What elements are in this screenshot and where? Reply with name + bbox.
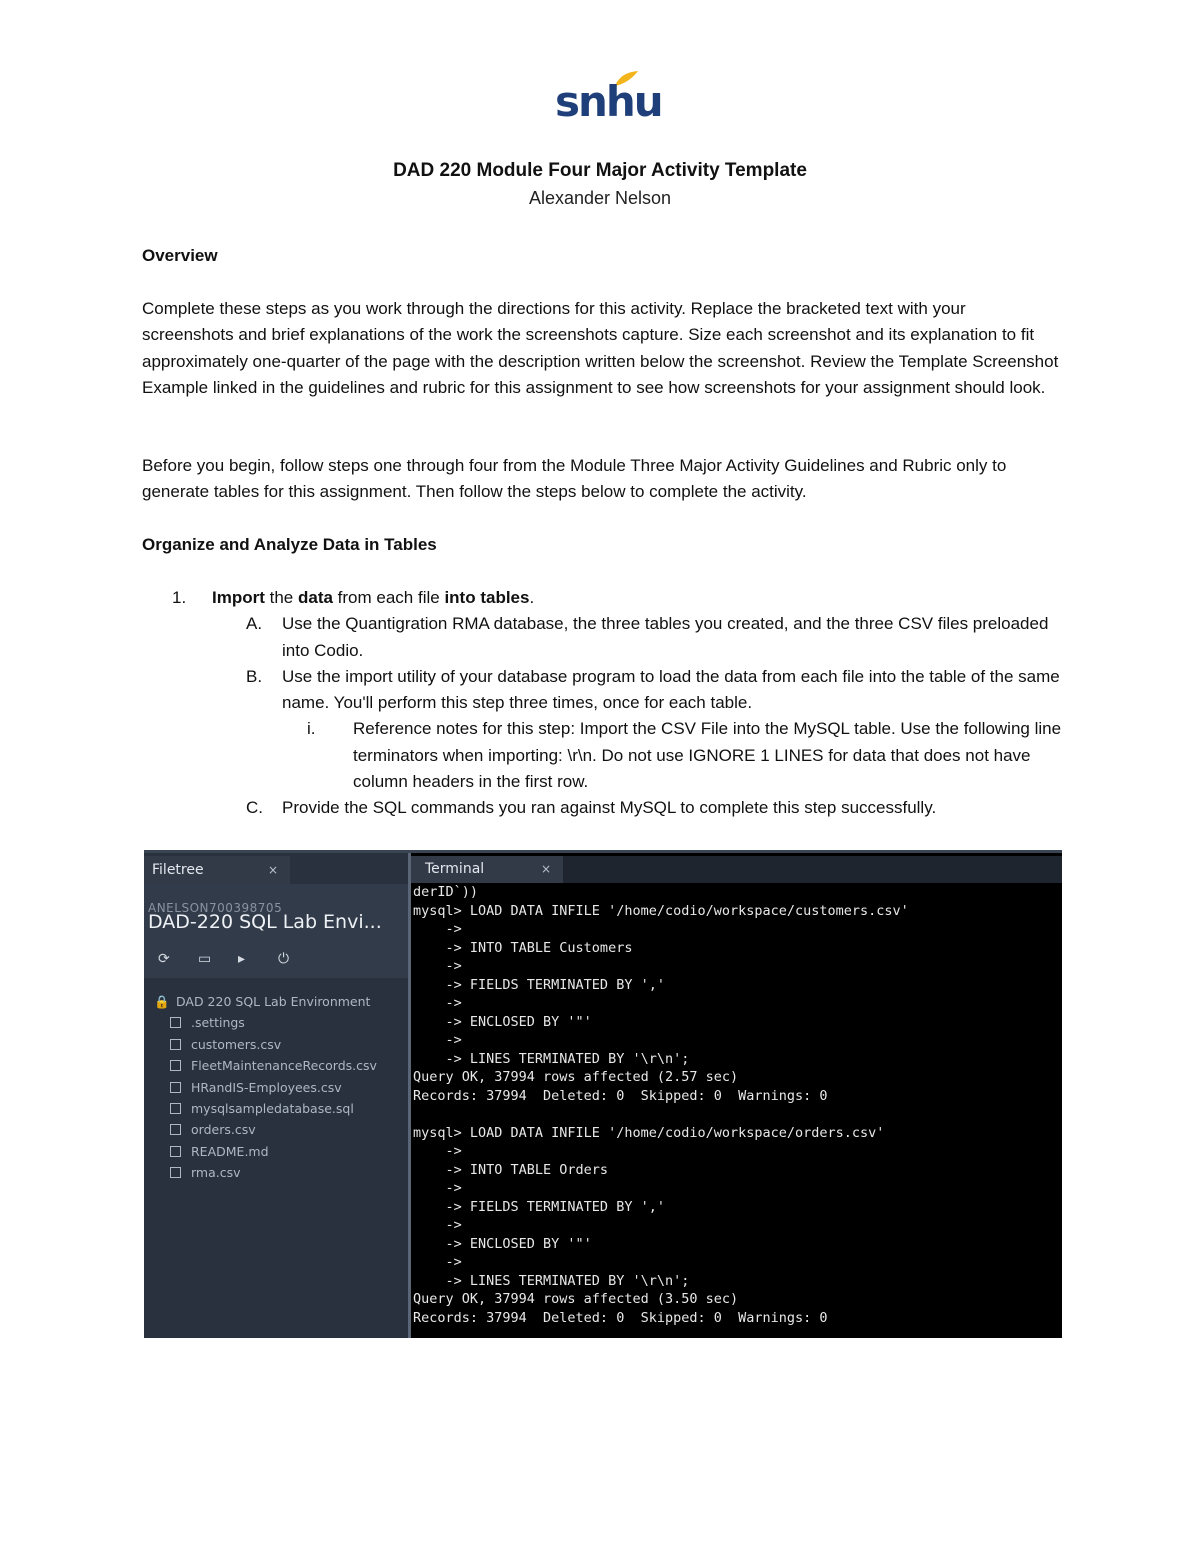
- substep-b-i-marker: i.: [307, 719, 316, 739]
- play-icon[interactable]: ▸: [238, 951, 246, 967]
- file-icon: [170, 1124, 181, 1135]
- file-item[interactable]: [154, 1055, 377, 1076]
- terminal-line: -> INTO TABLE Orders: [413, 1161, 609, 1178]
- step-1-text-b: from each file: [332, 588, 445, 607]
- terminal-tab-label: Terminal: [425, 861, 485, 877]
- terminal-line: mysql> LOAD DATA INFILE '/home/codio/workspace/orders.csv': [413, 1124, 885, 1141]
- terminal-icon[interactable]: ▭: [198, 951, 212, 967]
- substep-a-marker: A.: [246, 614, 263, 634]
- overview-paragraph-2: Before you begin, follow steps one through four from the Module Three Major Activity Guidelines and Rubric only to generate tables for this assignment. Then follow the steps below to complete the activity.: [142, 456, 1007, 502]
- user-id: ANELSON700398705: [148, 901, 283, 915]
- lock-icon: 🔒: [154, 994, 170, 1009]
- terminal-line: ->: [413, 1032, 462, 1048]
- file-name: FleetMaintenanceRecords.csv: [191, 1058, 377, 1074]
- terminal-tab-bar: [411, 856, 1062, 883]
- substep-b: [142, 664, 1062, 717]
- snhu-logo: [555, 68, 662, 128]
- substep-b-i: [142, 716, 1062, 795]
- file-icon: [170, 1060, 181, 1071]
- step-list: [142, 585, 1062, 822]
- file-item[interactable]: [154, 1098, 377, 1119]
- file-name: orders.csv: [191, 1122, 256, 1138]
- codio-screenshot: [144, 850, 1062, 1338]
- document-title: DAD 220 Module Four Major Activity Template: [393, 160, 807, 181]
- file-icon: [170, 1103, 181, 1114]
- tree-root-label: DAD 220 SQL Lab Environment: [176, 994, 371, 1009]
- substep-b-marker: B.: [246, 666, 263, 686]
- step-1-text-c: .: [529, 588, 535, 607]
- file-name: rma.csv: [191, 1165, 241, 1181]
- file-name: customers.csv: [191, 1036, 282, 1052]
- refresh-icon[interactable]: ⟳: [158, 951, 170, 967]
- terminal-tab[interactable]: [411, 856, 563, 883]
- substep-a-text: Use the Quantigration RMA database, the three tables you created, and the three CSV files preloaded into Codio.: [282, 614, 1049, 660]
- file-item[interactable]: [154, 1119, 377, 1140]
- step-1-into-tables: into tables: [444, 588, 530, 607]
- overview-paragraph-1: Complete these steps as you work through the directions for this activity. Replace the bracketed text with your screenshots and brief explanations of the work the screenshots capture. Size each screenshot and its explanation to fit approximately one-quarter of the page with the description written below the screenshot. Review the Template Screenshot Example linked in the guidelines and rubric for this assignment to see how screenshots for your assignment should look.: [142, 299, 1059, 397]
- terminal-line: -> LINES TERMINATED BY '\r\n';: [413, 1050, 690, 1067]
- section-heading: Organize and Analyze Data in Tables: [142, 535, 437, 554]
- file-tree: [154, 991, 377, 1184]
- power-icon[interactable]: ⏻: [278, 951, 290, 967]
- filetree-panel: [144, 853, 408, 1338]
- terminal-line: -> LINES TERMINATED BY '\r\n';: [413, 1272, 690, 1289]
- terminal-output[interactable]: [413, 883, 909, 1327]
- terminal-line: Query OK, 37994 rows affected (3.50 sec): [413, 1291, 739, 1307]
- file-icon: [170, 1082, 181, 1093]
- step-1-text-a: the: [264, 588, 298, 607]
- file-name: .settings: [191, 1015, 245, 1031]
- tree-root[interactable]: [154, 991, 377, 1012]
- terminal-line: mysql> LOAD DATA INFILE '/home/codio/workspace/customers.csv': [413, 902, 909, 919]
- terminal-line: -> FIELDS TERMINATED BY ',': [413, 976, 665, 993]
- terminal-line: -> INTO TABLE Customers: [413, 939, 633, 956]
- substep-c-text: Provide the SQL commands you ran against MySQL to complete this step successfully.: [282, 798, 937, 818]
- terminal-line: ->: [413, 995, 462, 1011]
- substep-c: [142, 795, 1062, 821]
- file-item[interactable]: [154, 1077, 377, 1098]
- file-icon: [170, 1146, 181, 1157]
- filetree-tab[interactable]: [144, 856, 290, 884]
- substep-c-marker: C.: [246, 798, 263, 818]
- file-item[interactable]: [154, 1034, 377, 1055]
- terminal-line: -> ENCLOSED BY '"': [413, 1235, 592, 1252]
- filetree-tab-label: Filetree: [152, 862, 204, 878]
- terminal-line: Records: 37994 Deleted: 0 Skipped: 0 Warnings: 0: [413, 1309, 828, 1326]
- close-icon[interactable]: ×: [540, 862, 551, 876]
- filetree-toolbar: [158, 951, 318, 967]
- file-name: HRandIS-Employees.csv: [191, 1079, 342, 1095]
- terminal-line: derID`)): [413, 884, 479, 900]
- file-item[interactable]: [154, 1162, 377, 1183]
- substep-a: [142, 611, 1062, 664]
- author-name: Alexander Nelson: [528, 188, 672, 208]
- terminal-line: ->: [413, 1143, 462, 1159]
- substep-b-i-text: Reference notes for this step: Import the CSV File into the MySQL table. Use the following line terminators when importing: \r\n. Do not use IGNORE 1 LINES for data that does not have column headers in the first row.: [353, 719, 1062, 792]
- file-item[interactable]: [154, 1141, 377, 1162]
- file-item[interactable]: [154, 1012, 377, 1033]
- file-icon: [170, 1017, 181, 1028]
- terminal-line: Query OK, 37994 rows affected (2.57 sec): [413, 1069, 739, 1085]
- terminal-line: ->: [413, 958, 462, 974]
- terminal-line: ->: [413, 1254, 462, 1270]
- file-icon: [170, 1167, 181, 1178]
- file-name: README.md: [191, 1143, 269, 1159]
- step-1-marker: 1.: [172, 588, 187, 607]
- file-name: mysqlsampledatabase.sql: [191, 1100, 354, 1116]
- step-1-data: data: [297, 588, 333, 607]
- terminal-panel: [411, 853, 1062, 1338]
- terminal-line: -> FIELDS TERMINATED BY ',': [413, 1198, 665, 1215]
- step-1-import: Import: [212, 588, 265, 607]
- terminal-line: ->: [413, 1180, 462, 1196]
- substep-b-text: Use the import utility of your database program to load the data from each file into the table of the same name. You'll perform this step three times, once for each table.: [282, 666, 1060, 713]
- terminal-line: -> ENCLOSED BY '"': [413, 1013, 592, 1030]
- file-icon: [170, 1039, 181, 1050]
- terminal-line: [413, 1105, 909, 1124]
- terminal-line: ->: [413, 1217, 462, 1233]
- terminal-line: ->: [413, 921, 462, 937]
- close-icon[interactable]: ×: [267, 863, 278, 877]
- logo-text: snhu: [555, 77, 662, 126]
- overview-heading: Overview: [142, 246, 218, 265]
- project-name: DAD-220 SQL Lab Envi...: [148, 911, 382, 933]
- terminal-line: Records: 37994 Deleted: 0 Skipped: 0 Warnings: 0: [413, 1087, 828, 1104]
- step-1: [142, 585, 1062, 611]
